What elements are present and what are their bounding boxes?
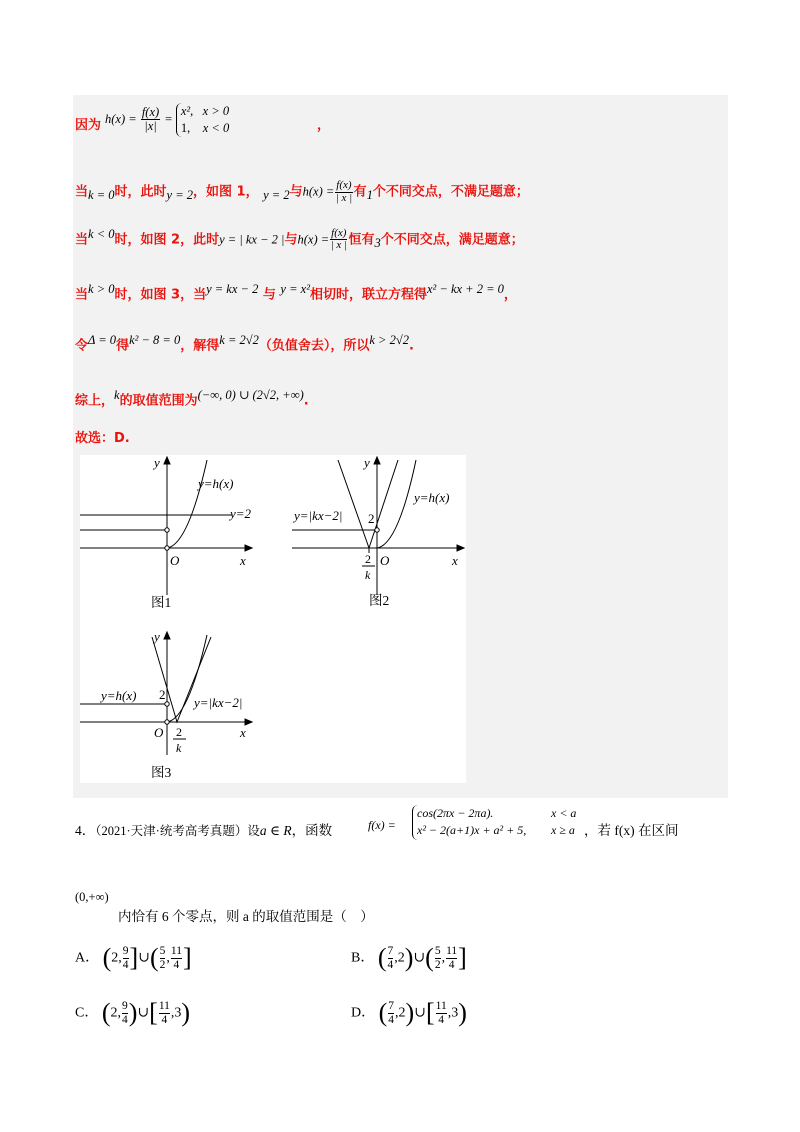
math: k > 0 <box>88 282 115 296</box>
function-def <box>368 805 577 838</box>
case-cond: x < 0 <box>202 120 230 135</box>
bracket: ( <box>425 943 434 973</box>
text: 与 <box>262 287 276 303</box>
origin-label: O <box>380 553 390 568</box>
text: （负值舍去），所以 <box>258 338 370 354</box>
numerator: f(x) <box>336 179 352 191</box>
case-cond: x < a <box>551 806 577 820</box>
text: 得 <box>116 338 130 354</box>
union: ∪ <box>414 1005 426 1021</box>
y-label: y <box>364 455 370 470</box>
question-number: 4． <box>75 823 96 838</box>
bracket: ) <box>128 998 138 1028</box>
option-label: A． <box>75 950 100 966</box>
text: ，解得 <box>180 338 220 354</box>
solution-line-5 <box>75 333 414 353</box>
value: 2, <box>110 1005 122 1021</box>
option-label: D． <box>351 1005 376 1021</box>
answer-line: 故选：D. <box>75 431 130 446</box>
question-line-2: 内恰有 6 个零点，则 a 的取值范围是（ ） <box>118 909 374 924</box>
denominator: | x | <box>330 239 348 252</box>
value: ,2 <box>395 1005 406 1021</box>
figures-svg <box>80 455 466 783</box>
value: ,2 <box>394 950 405 966</box>
bracket: ) <box>181 998 191 1028</box>
option-label: C． <box>75 1005 99 1021</box>
text: 令 <box>75 338 89 354</box>
case-expr: x², <box>180 104 194 118</box>
numerator: 5 <box>159 945 166 957</box>
question-source: （2021·天津·统考高考真题）设 <box>95 824 260 838</box>
math: k = 2√2 <box>219 333 259 347</box>
curve-label: y=h(x) <box>414 490 450 505</box>
abs-v-curve <box>338 460 398 548</box>
fraction <box>171 945 182 971</box>
math: k <box>114 388 120 402</box>
curve-label: y=h(x) <box>198 476 234 491</box>
frac-numerator: 2 <box>365 552 371 566</box>
bracket: ( <box>378 998 388 1028</box>
denominator: | x | <box>335 191 353 204</box>
fraction <box>435 945 441 971</box>
bracket: ) <box>404 943 414 973</box>
open-point <box>165 528 169 532</box>
fraction <box>388 945 394 971</box>
h-def: h(x) = $\frac{f(x)}{|x|}$ = x², x > 0 1, x < 0 <box>105 104 230 135</box>
caption: 图3 <box>151 765 172 780</box>
two-label: 2 <box>159 687 166 702</box>
abs-label: y=|kx−2| <box>194 695 243 710</box>
case-cond: x ≥ a <box>551 823 575 838</box>
text: ，函数 <box>291 823 333 838</box>
arrow-icon <box>164 457 170 464</box>
fraction <box>160 945 166 971</box>
solution-line-3 <box>75 227 524 252</box>
denominator: 4 <box>122 1013 128 1026</box>
open-point <box>375 528 379 532</box>
denominator: |x| <box>144 119 157 134</box>
parabola <box>167 460 207 548</box>
caption: 图1 <box>151 595 172 610</box>
text: ， <box>317 118 331 133</box>
denominator: 2 <box>434 958 441 971</box>
arrow-icon <box>245 719 252 725</box>
text: 与 <box>284 232 298 248</box>
math-text: f(x) = <box>368 818 396 832</box>
solution-line-6 <box>75 387 309 408</box>
math: k = 0 <box>88 188 115 203</box>
text: 相切时，联立方程得 <box>309 287 427 303</box>
solution-line-4 <box>75 282 517 302</box>
numerator: 11 <box>170 945 182 957</box>
line-label: y=2 <box>230 506 252 521</box>
case-conds <box>551 805 576 840</box>
math: y = kx − 2 <box>206 282 259 296</box>
figure-2 <box>292 457 464 595</box>
math: h(x) = <box>297 232 330 247</box>
figures-panel <box>80 455 466 783</box>
parabola <box>377 460 416 548</box>
union: ∪ <box>138 950 150 966</box>
denominator: 4 <box>122 958 129 971</box>
math: x² − kx + 2 = 0 <box>426 282 504 296</box>
text: 的取值范围为 <box>119 393 198 409</box>
math: k² − 8 = 0 <box>129 333 181 347</box>
text: 恒有 <box>348 232 375 248</box>
math: y = 2 <box>166 188 193 203</box>
bracket: ( <box>102 943 112 973</box>
text: 个不同交点，不满足题意； <box>372 184 529 200</box>
option-A[interactable]: A． (2, $\frac{9}{4}$ ]∪( $\frac{5}{2}$ , $\frac{11}{4}$ ] <box>75 943 192 973</box>
union: ∪ <box>413 950 426 966</box>
bracket: ] <box>458 943 467 973</box>
fraction <box>141 106 160 133</box>
bracket: ( <box>149 943 159 973</box>
text: . <box>303 393 309 409</box>
numerator: 11 <box>446 945 458 957</box>
case-expr: cos(2πx − 2πa). <box>417 806 494 820</box>
math: (−∞, 0) ∪ (2√2, +∞) <box>197 388 304 402</box>
piecewise <box>412 805 526 840</box>
option-B[interactable]: B． ( $\frac{7}{4}$ ,2)∪( $\frac{5}{2}$ , $\frac{11}{4}$ ] <box>351 943 467 973</box>
option-D[interactable] <box>351 1000 467 1026</box>
fraction <box>388 1000 394 1026</box>
case-expr: 1, <box>180 120 191 135</box>
value: ,3 <box>170 1005 182 1021</box>
text: . <box>408 338 414 354</box>
text: 个不同交点，满足题意； <box>380 232 524 248</box>
abs-label: y=|kx−2| <box>294 508 343 523</box>
question-line-1-tail: ，若 f(x) 在区间 <box>584 823 679 838</box>
fraction <box>123 945 129 971</box>
math: h(x) = <box>302 184 335 199</box>
value: 2, <box>111 950 122 966</box>
numerator: f(x) <box>141 105 160 120</box>
text: 当 <box>75 287 89 303</box>
x-label: x <box>240 725 246 740</box>
bracket: [ <box>425 998 435 1028</box>
math: y = x² <box>280 282 310 296</box>
x-label: x <box>452 553 458 568</box>
solution-line-1 <box>75 100 331 135</box>
open-point <box>165 702 169 706</box>
frac-denominator: k <box>176 741 182 755</box>
bracket: ( <box>101 998 111 1028</box>
value: ,3 <box>447 1005 459 1021</box>
origin-label: O <box>154 725 164 740</box>
question-line-1 <box>75 819 332 839</box>
numerator: 7 <box>388 1000 395 1012</box>
two-label: 2 <box>368 511 375 526</box>
frac-denominator: k <box>365 568 371 582</box>
curve-label: y=h(x) <box>101 688 137 703</box>
numerator: 7 <box>387 945 394 957</box>
math: a ∈ R <box>259 823 292 838</box>
text: 当 <box>75 184 89 200</box>
open-point <box>165 720 169 724</box>
union: ∪ <box>137 1005 150 1021</box>
text: 综上， <box>75 393 115 409</box>
bracket: ) <box>405 998 415 1028</box>
text: 因为 <box>75 118 102 133</box>
math: k > 2√2 <box>369 333 409 347</box>
denominator: 4 <box>448 958 455 971</box>
x-label: x <box>240 553 246 568</box>
arrow-icon <box>245 545 252 551</box>
denominator: 4 <box>438 1013 445 1026</box>
bracket: ] <box>182 943 192 973</box>
text: 当 <box>75 232 89 248</box>
math: y = 2 <box>263 188 290 203</box>
origin-label: O <box>170 553 180 568</box>
solution-line-2 <box>75 180 529 204</box>
bracket: ) <box>458 998 467 1028</box>
text: 时，此时 <box>114 184 167 200</box>
numerator: 11 <box>158 1000 170 1012</box>
numerator: 9 <box>122 1000 128 1012</box>
math: 1 <box>366 188 373 203</box>
numerator: f(x) <box>331 226 347 239</box>
fraction <box>446 945 457 971</box>
interval: (0,+∞) <box>75 890 109 904</box>
caption: 图2 <box>369 593 390 608</box>
arrow-icon <box>374 457 380 464</box>
arrow-icon <box>457 545 464 551</box>
fraction <box>159 1000 170 1026</box>
math: Δ = 0 <box>88 333 117 347</box>
bracket: ( <box>377 943 387 973</box>
piecewise <box>176 103 229 137</box>
math: y = | kx − 2 | <box>219 232 285 247</box>
text: ， <box>503 287 517 303</box>
denominator: 2 <box>159 958 166 971</box>
denominator: 4 <box>387 958 394 971</box>
text: 有 <box>353 184 367 200</box>
fraction <box>122 1000 128 1026</box>
denominator: 4 <box>161 1013 168 1026</box>
numerator: 11 <box>435 1000 447 1012</box>
option-C[interactable] <box>75 1000 190 1026</box>
numerator: 5 <box>434 945 441 957</box>
text: 与 <box>289 184 303 200</box>
bracket: [ <box>149 998 158 1028</box>
numerator: 9 <box>122 945 129 957</box>
text: ，如图 1， <box>193 184 259 200</box>
fraction <box>335 180 352 204</box>
math-text: h(x) = <box>105 111 137 126</box>
arrow-icon <box>164 632 170 639</box>
math: k < 0 <box>88 227 115 241</box>
y-label: y <box>154 455 160 470</box>
denominator: 4 <box>173 958 180 971</box>
case-cond: x > 0 <box>202 104 230 118</box>
bracket: ] <box>129 943 139 973</box>
fraction <box>330 228 347 252</box>
frac-numerator: 2 <box>176 725 182 739</box>
text: 时，如图 3，当 <box>114 287 207 303</box>
option-label: B． <box>351 950 375 966</box>
fraction <box>436 1000 447 1026</box>
open-point <box>165 546 169 550</box>
y-label: y <box>154 629 160 644</box>
case-expr: x² − 2(a+1)x + a² + 5, <box>417 823 527 838</box>
denominator: 4 <box>388 1013 395 1026</box>
text: 时，如图 2，此时 <box>114 232 220 248</box>
math: 3 <box>374 235 381 250</box>
